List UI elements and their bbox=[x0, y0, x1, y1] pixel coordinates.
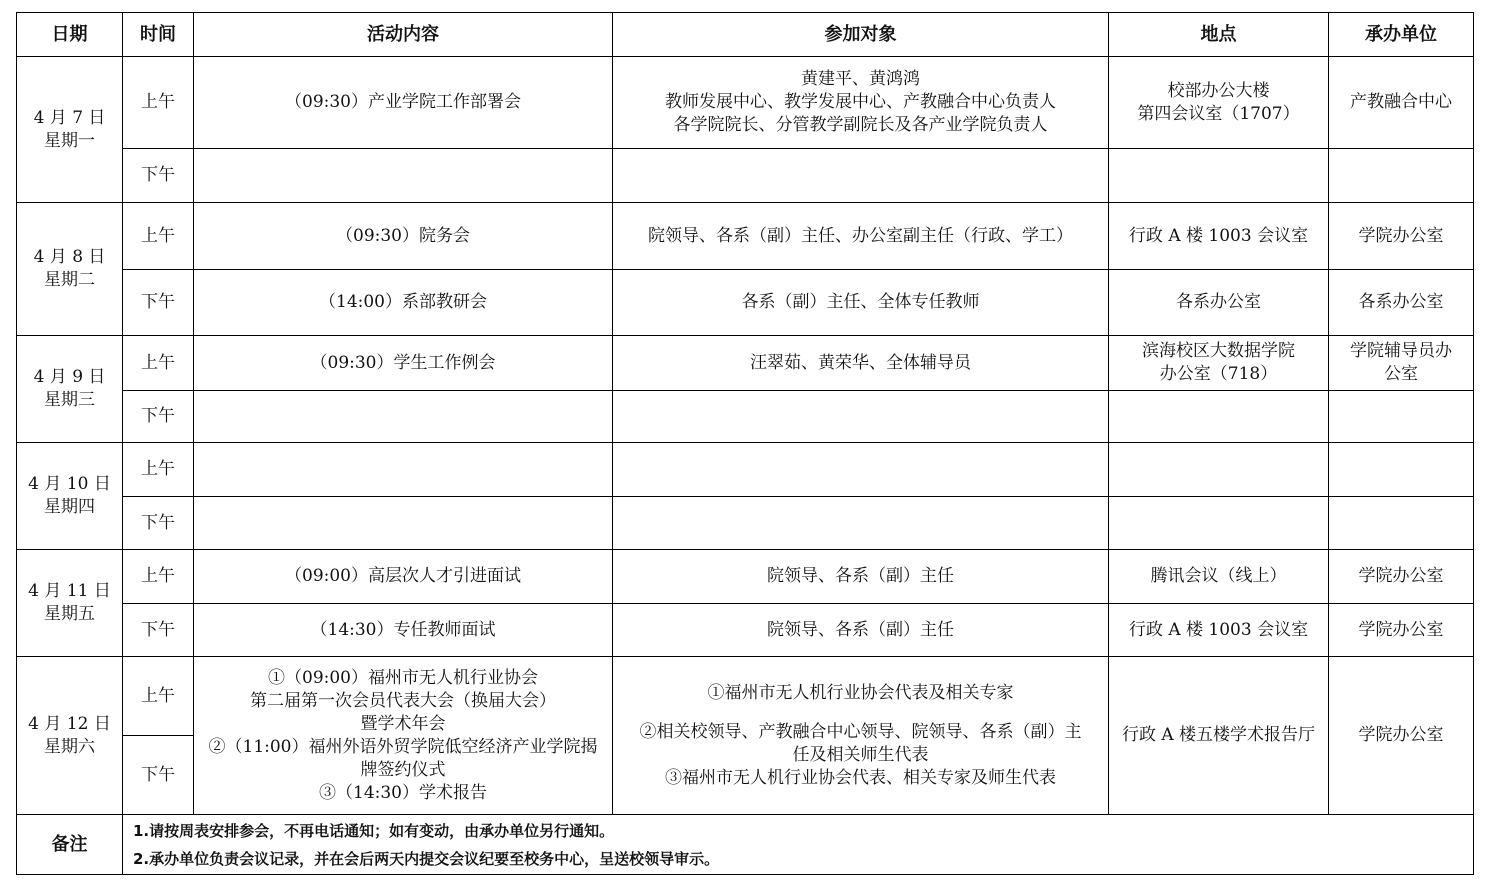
table-row bbox=[17, 203, 1474, 270]
participants-cell bbox=[613, 443, 1109, 497]
table-row bbox=[17, 336, 1474, 391]
notes-cell bbox=[123, 815, 1474, 875]
location-cell bbox=[1109, 443, 1329, 497]
time-cell: 上午 bbox=[123, 203, 194, 270]
organizer-cell: 学院办公室 bbox=[1329, 604, 1474, 657]
content-cell: （14:30）专任教师面试 bbox=[194, 604, 613, 657]
time-cell: 上午 bbox=[123, 550, 194, 604]
time-cell: 下午 bbox=[123, 604, 194, 657]
participants-cell: 院领导、各系（副）主任、办公室副主任（行政、学工） bbox=[613, 203, 1109, 270]
organizer-cell: 学院办公室 bbox=[1329, 657, 1474, 815]
header-organizer: 承办单位 bbox=[1329, 13, 1474, 57]
weekly-schedule-table bbox=[16, 12, 1474, 875]
table-row bbox=[17, 604, 1474, 657]
participants-cell: 各系（副）主任、全体专任教师 bbox=[613, 270, 1109, 336]
time-cell: 下午 bbox=[123, 736, 194, 815]
location-cell: 校部办公大楼 第四会议室（1707） bbox=[1109, 57, 1329, 149]
location-cell: 各系办公室 bbox=[1109, 270, 1329, 336]
table-row bbox=[17, 57, 1474, 149]
time-cell: 上午 bbox=[123, 657, 194, 736]
participants-cell bbox=[613, 391, 1109, 443]
header-content: 活动内容 bbox=[194, 13, 613, 57]
participants-cell: ①福州市无人机行业协会代表及相关专家 ②相关校领导、产教融合中心领导、院领导、各系（副）主 任及相关师生代表 ③福州市无人机行业协会代表、相关专家及师生代表 bbox=[613, 657, 1109, 815]
time-cell: 下午 bbox=[123, 391, 194, 443]
table-row bbox=[17, 391, 1474, 443]
table-row bbox=[17, 443, 1474, 497]
time-cell: 下午 bbox=[123, 149, 194, 203]
location-cell bbox=[1109, 497, 1329, 550]
notes-row bbox=[17, 815, 1474, 875]
organizer-cell bbox=[1329, 391, 1474, 443]
content-cell bbox=[194, 497, 613, 550]
location-cell bbox=[1109, 391, 1329, 443]
content-cell: ①（09:00）福州市无人机行业协会 第二届第一次会员代表大会（换届大会） 暨学术年会 ②（11:00）福州外语外贸学院低空经济产业学院揭 牌签约仪式 ③（14:30）学术报告 bbox=[194, 657, 613, 815]
header-time: 时间 bbox=[123, 13, 194, 57]
header-location: 地点 bbox=[1109, 13, 1329, 57]
location-cell bbox=[1109, 149, 1329, 203]
date-cell: 4 月 7 日 星期一 bbox=[17, 57, 123, 203]
organizer-cell: 产教融合中心 bbox=[1329, 57, 1474, 149]
content-cell: （09:30）产业学院工作部署会 bbox=[194, 57, 613, 149]
time-cell: 下午 bbox=[123, 497, 194, 550]
table-row bbox=[17, 497, 1474, 550]
content-cell: （09:30）学生工作例会 bbox=[194, 336, 613, 391]
participants-cell: 黄建平、黄鸿鸿 教师发展中心、教学发展中心、产教融合中心负责人 各学院院长、分管教学副院长及各产业学院负责人 bbox=[613, 57, 1109, 149]
content-cell bbox=[194, 149, 613, 203]
content-cell: （09:30）院务会 bbox=[194, 203, 613, 270]
content-cell: （14:00）系部教研会 bbox=[194, 270, 613, 336]
participants-cell: 院领导、各系（副）主任 bbox=[613, 550, 1109, 604]
table-row bbox=[17, 550, 1474, 604]
date-cell: 4 月 9 日 星期三 bbox=[17, 336, 123, 443]
content-cell: （09:00）高层次人才引进面试 bbox=[194, 550, 613, 604]
participants-cell bbox=[613, 497, 1109, 550]
header-row bbox=[17, 13, 1474, 57]
time-cell: 上午 bbox=[123, 443, 194, 497]
location-cell: 滨海校区大数据学院 办公室（718） bbox=[1109, 336, 1329, 391]
organizer-cell: 学院办公室 bbox=[1329, 203, 1474, 270]
header-participants: 参加对象 bbox=[613, 13, 1109, 57]
table-row bbox=[17, 657, 1474, 736]
table-row bbox=[17, 270, 1474, 336]
time-cell: 上午 bbox=[123, 336, 194, 391]
time-cell: 下午 bbox=[123, 270, 194, 336]
participants-cell: 汪翠茹、黄荣华、全体辅导员 bbox=[613, 336, 1109, 391]
organizer-cell: 各系办公室 bbox=[1329, 270, 1474, 336]
note-item: 2.承办单位负责会议记录，并在会后两天内提交会议纪要至校务中心，呈送校领导审示。 bbox=[133, 849, 720, 868]
participants-cell bbox=[613, 149, 1109, 203]
date-cell: 4 月 11 日 星期五 bbox=[17, 550, 123, 657]
time-cell: 上午 bbox=[123, 57, 194, 149]
organizer-cell bbox=[1329, 149, 1474, 203]
organizer-cell bbox=[1329, 443, 1474, 497]
participants-cell: 院领导、各系（副）主任 bbox=[613, 604, 1109, 657]
location-cell: 行政 A 楼 1003 会议室 bbox=[1109, 604, 1329, 657]
organizer-cell: 学院办公室 bbox=[1329, 550, 1474, 604]
content-cell bbox=[194, 391, 613, 443]
organizer-cell: 学院辅导员办 公室 bbox=[1329, 336, 1474, 391]
location-cell: 行政 A 楼 1003 会议室 bbox=[1109, 203, 1329, 270]
location-cell: 行政 A 楼五楼学术报告厅 bbox=[1109, 657, 1329, 815]
location-cell: 腾讯会议（线上） bbox=[1109, 550, 1329, 604]
header-date: 日期 bbox=[17, 13, 123, 57]
notes-label: 备注 bbox=[17, 815, 123, 875]
date-cell: 4 月 10 日 星期四 bbox=[17, 443, 123, 550]
date-cell: 4 月 12 日 星期六 bbox=[17, 657, 123, 815]
note-item: 1.请按周表安排参会，不再电话通知；如有变动，由承办单位另行通知。 bbox=[133, 821, 615, 840]
organizer-cell bbox=[1329, 497, 1474, 550]
date-cell: 4 月 8 日 星期二 bbox=[17, 203, 123, 336]
table-row bbox=[17, 149, 1474, 203]
content-cell bbox=[194, 443, 613, 497]
